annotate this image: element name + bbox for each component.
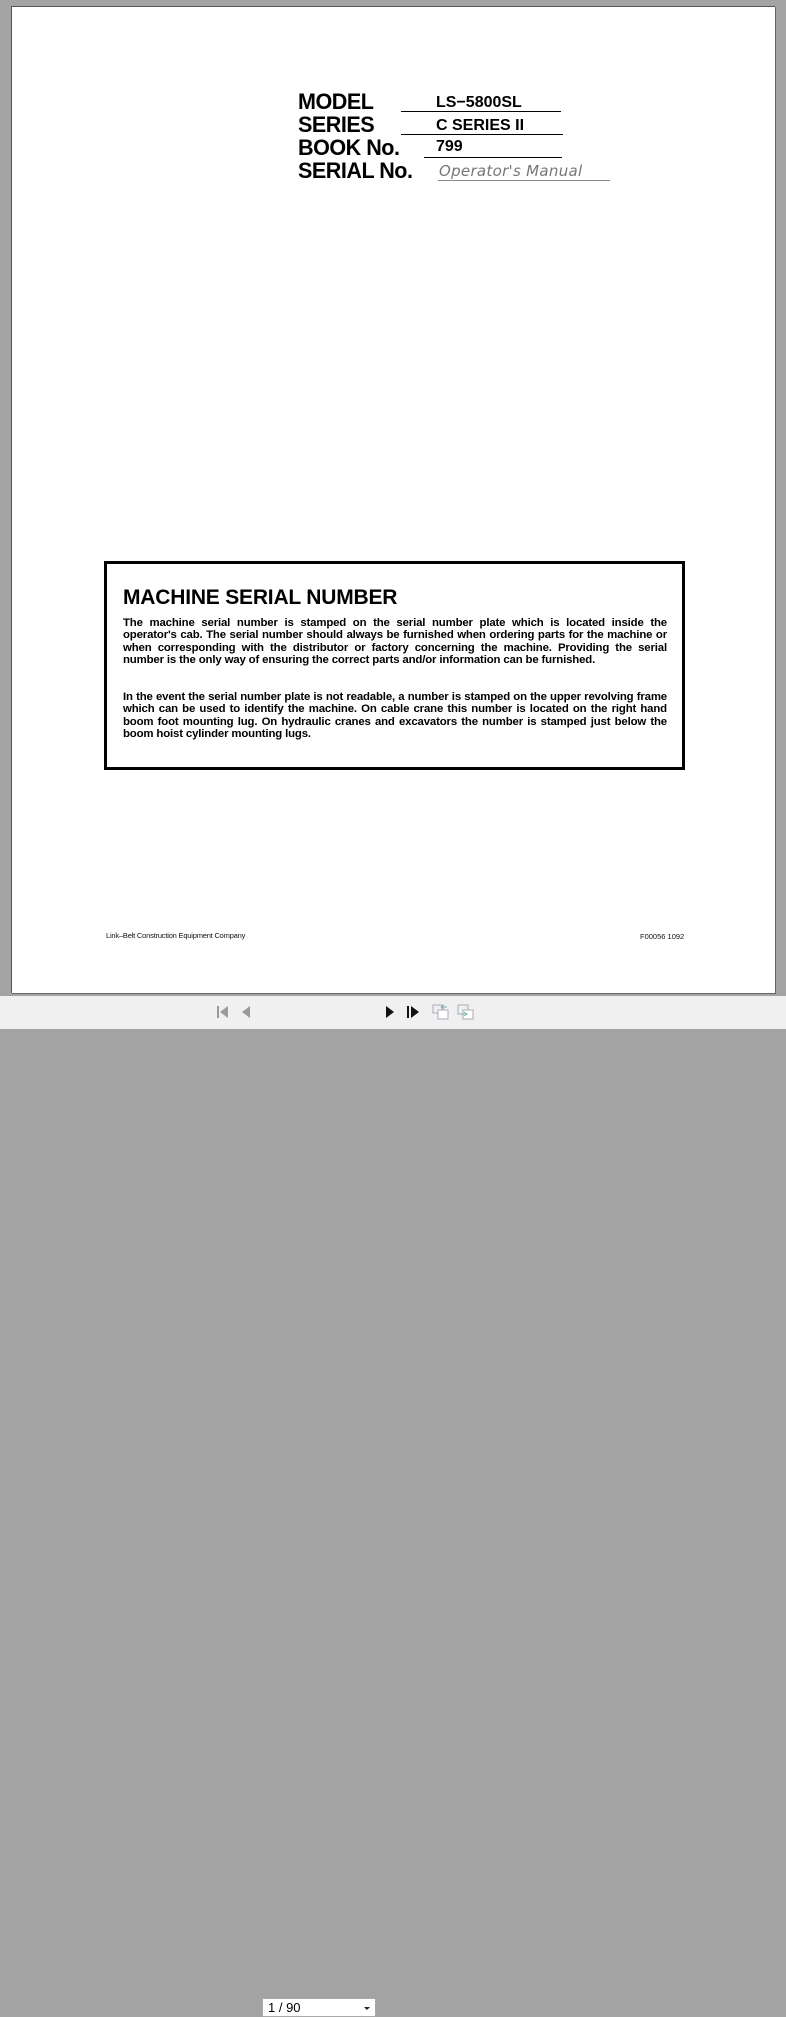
chevron-down-icon[interactable] <box>364 2007 370 2010</box>
footer-code: F00056 1092 <box>640 932 685 941</box>
document-viewer[interactable] <box>0 0 786 996</box>
serial-underline <box>438 180 610 181</box>
pdf-page <box>11 6 775 993</box>
notice-paragraph-1: The machine serial number is stamped on the serial number plate which is located inside the operator's cab. The serial number should always be furnished when ordering parts for the machine or when corresponding with the distributor or factory concerning the machine. Providing the serial number is the only way of ensuring the correct parts and/or information can be furnished. <box>123 617 667 667</box>
series-value: C SERIES II <box>436 117 525 134</box>
last-page-icon[interactable] <box>404 1004 422 1020</box>
notice-title: MACHINE SERIAL NUMBER <box>123 586 398 609</box>
single-page-view-icon[interactable] <box>432 1004 450 1020</box>
model-value: LS−5800SL <box>436 94 522 111</box>
page-indicator: 1 / 90 <box>268 2000 301 2015</box>
model-label: MODEL <box>298 89 374 114</box>
notice-paragraph-2: In the event the serial number plate is not readable, a number is stamped on the upper revolving frame which can be used to identify the machine. On cable crane this number is located on the right hand boom foot mounting lug. On hydraulic cranes and excavators the number is stamped just below the boom hoist cylinder mounting lugs. <box>123 691 667 741</box>
book-row <box>298 137 638 160</box>
first-page-icon[interactable] <box>215 1004 233 1020</box>
series-row <box>298 114 638 137</box>
series-underline <box>401 134 563 135</box>
previous-page-icon[interactable] <box>238 1004 256 1020</box>
two-page-view-icon[interactable] <box>457 1004 475 1020</box>
serial-label: SERIAL No. <box>298 158 413 183</box>
book-label: BOOK No. <box>298 135 400 160</box>
page-navigation-toolbar <box>0 996 786 2015</box>
serial-value-handwritten: Operator's Manual <box>439 162 583 180</box>
series-label: SERIES <box>298 112 375 137</box>
model-row <box>298 91 638 114</box>
next-page-icon[interactable] <box>381 1004 399 1020</box>
serial-row <box>298 160 638 183</box>
machine-serial-number-notice <box>104 561 685 770</box>
book-value: 799 <box>436 138 463 155</box>
book-underline <box>424 157 562 158</box>
document-meta <box>298 91 638 183</box>
footer-company: Link–Belt Construction Equipment Company <box>106 931 246 940</box>
page-number-select[interactable] <box>262 1998 376 2017</box>
model-underline <box>401 111 561 112</box>
